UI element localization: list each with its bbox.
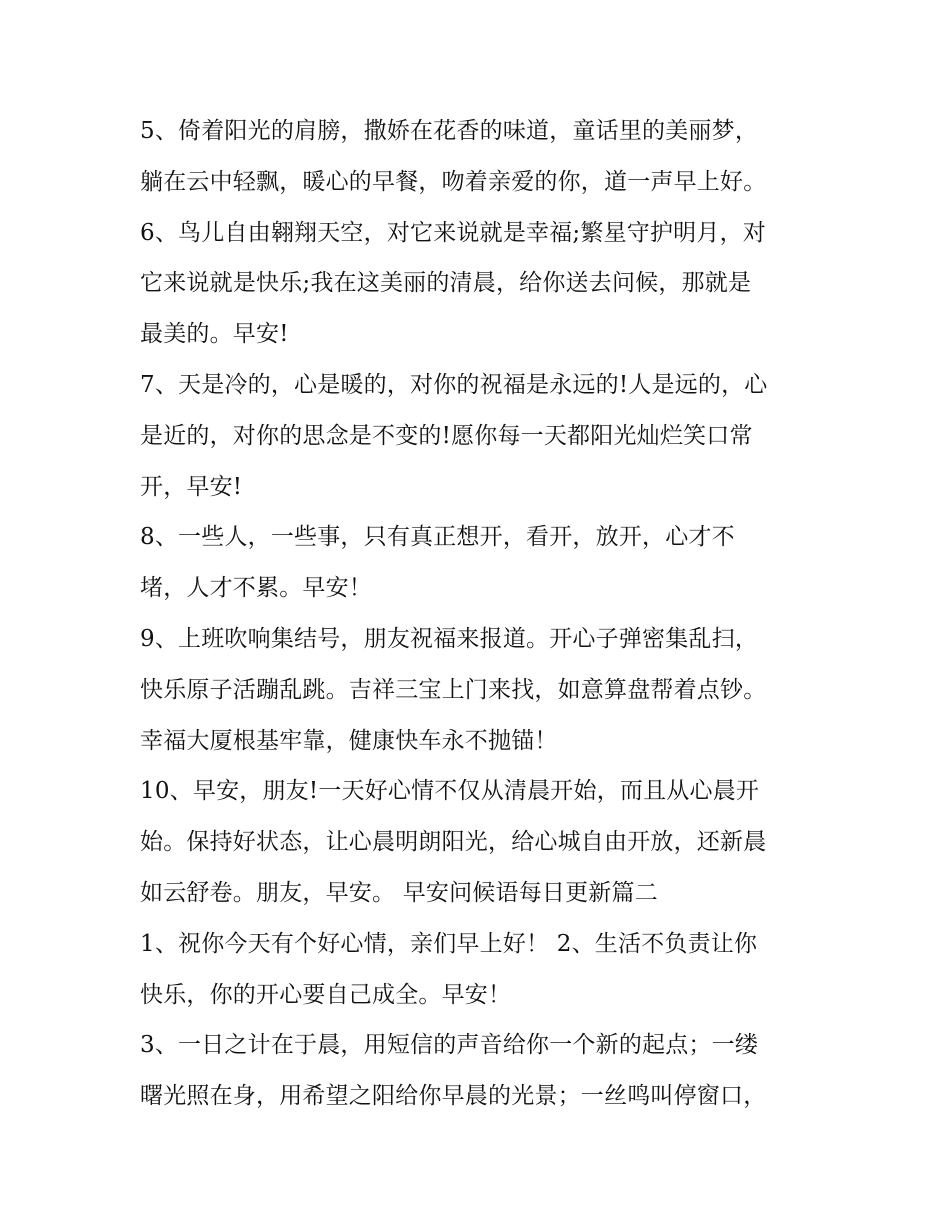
text-line: 曙光照在身，用希望之阳给你早晨的光景；一丝鸣叫停窗口， (140, 1083, 767, 1110)
text-line: 最美的。早安! (140, 321, 289, 348)
text-line: 5、倚着阳光的肩膀，撒娇在花香的味道，童话里的美丽梦， (140, 118, 759, 144)
text-line: 3、一日之计在于晨，用短信的声音给你一个新的起点；一缕 (140, 1032, 759, 1059)
text-line: 7、天是冷的，心是暖的，对你的祝福是永远的!人是远的，心 (140, 371, 768, 398)
text-line: 幸福大厦根基牢靠，健康快车永不抛锚！ (140, 727, 558, 754)
text-line: 8、一些人，一些事，只有真正想开，看开，放开，心才不 (140, 524, 735, 551)
text-line: 6、鸟儿自由翱翔天空，对它来说就是幸福;繁星守护明月，对 (140, 219, 766, 246)
text-line: 快乐，你的开心要自己成全。早安！ (140, 981, 512, 1008)
text-line: 始。保持好状态，让心晨明朗阳光，给心城自由开放，还新晨 (140, 829, 767, 856)
text-line: 1、祝你今天有个好心情，亲们早上好！ 2、生活不负责让你 (140, 930, 758, 957)
text-line: 它来说就是快乐;我在这美丽的清晨，给你送去问候，那就是 (140, 270, 752, 297)
text-line: 如云舒卷。朋友，早安。 早安问候语每日更新篇二 (140, 879, 658, 906)
text-line: 9、上班吹响集结号，朋友祝福来报道。开心子弹密集乱扫， (140, 625, 759, 652)
text-line: 躺在云中轻飘，暖心的早餐，吻着亲爱的你，道一声早上好。 (140, 168, 767, 195)
text-line: 10、早安，朋友!一天好心情不仅从清晨开始，而且从心晨开 (140, 778, 760, 805)
text-line: 开，早安! (140, 473, 243, 500)
text-line: 快乐原子活蹦乱跳。吉祥三宝上门来找，如意算盘帮着点钞。 (140, 676, 767, 703)
document-body (140, 106, 830, 1122)
text-line: 是近的，对你的思念是不变的!愿你每一天都阳光灿烂笑口常 (140, 422, 753, 449)
text-line: 堵，人才不累。早安！ (140, 575, 372, 602)
